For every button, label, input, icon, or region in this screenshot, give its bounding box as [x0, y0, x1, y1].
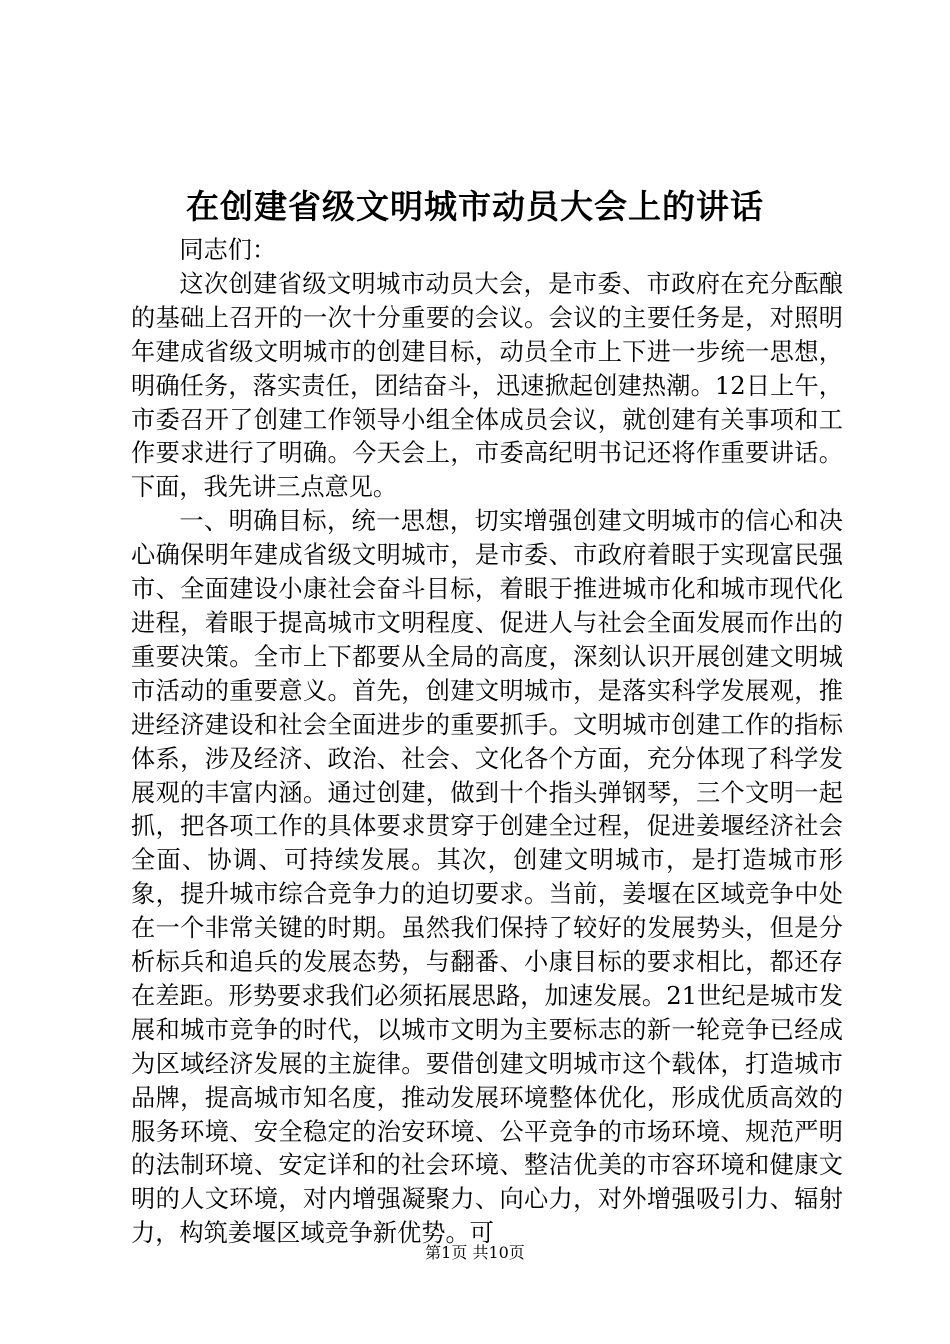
paragraph-1: 这次创建省级文明城市动员大会，是市委、市政府在充分酝酿的基础上召开的一次十分重要的会议。会议的主要任务是，对照明年建成省级文明城市的创建目标，动员全市上下进一步统一思想，明确任务，落实责任，团结奋斗，迅速掀起创建热潮。12日上午，市委召开了创建工作领导小组全体成员会议，就创建有关事项和工作要求进行了明确。今天会上，市委高纪明书记还将作重要讲话。下面，我先讲三点意见。 [131, 269, 843, 502]
paragraph-2: 一、明确目标，统一思想，切实增强创建文明城市的信心和决心确保明年建成省级文明城市，是市委、市政府着眼于实现富民强市、全面建设小康社会奋斗目标，着眼于推进城市化和城市现代化进程，着眼于提高城市文明程度、促进人与社会全面发展而作出的重要决策。全市上下都要从全局的高度，深刻认识开展创建文明城市活动的重要意义。首先，创建文明城市，是落实科学发展观，推进经济建设和社会全面进步的重要抓手。文明城市创建工作的指标体系，涉及经济、政治、社会、文化各个方面，充分体现了科学发展观的丰富内涵。通过创建，做到十个指头弹钢琴，三个文明一起抓，把各项工作的具体要求贯穿于创建全过程，促进姜堰经济社会全面、协调、可持续发展。其次，创建文明城市，是打造城市形象，提升城市综合竞争力的迫切要求。当前，姜堰在区域竞争中处在一个非常关键的时期。虽然我们保持了较好的发展势头，但是分析标兵和追兵的发展态势，与翻番、小康目标的要求相比，都还存在差距。形势要求我们必须拓展思路，加速发展。21世纪是城市发展和城市竞争的时代，以城市文明为主要标志的新一轮竞争已经成为区域经济发展的主旋律。要借创建文明城市这个载体，打造城市品牌，提高城市知名度，推动发展环境整体优化，形成优质高效的服务环境、安全稳定的治安环境、公平竞争的市场环境、规范严明的法制环境、安定详和的社会环境、整洁优美的市容环境和健康文明的人文环境，对内增强凝聚力、向心力，对外增强吸引力、辐射力，构筑姜堰区域竞争新优势。可 [131, 507, 843, 1248]
page-number-footer: 第1页 共10页 [425, 1243, 525, 1262]
document-body [131, 234, 843, 1251]
salutation: 同志们： [179, 236, 277, 264]
document-title: 在创建省级文明城市动员大会上的讲话 [186, 187, 764, 226]
